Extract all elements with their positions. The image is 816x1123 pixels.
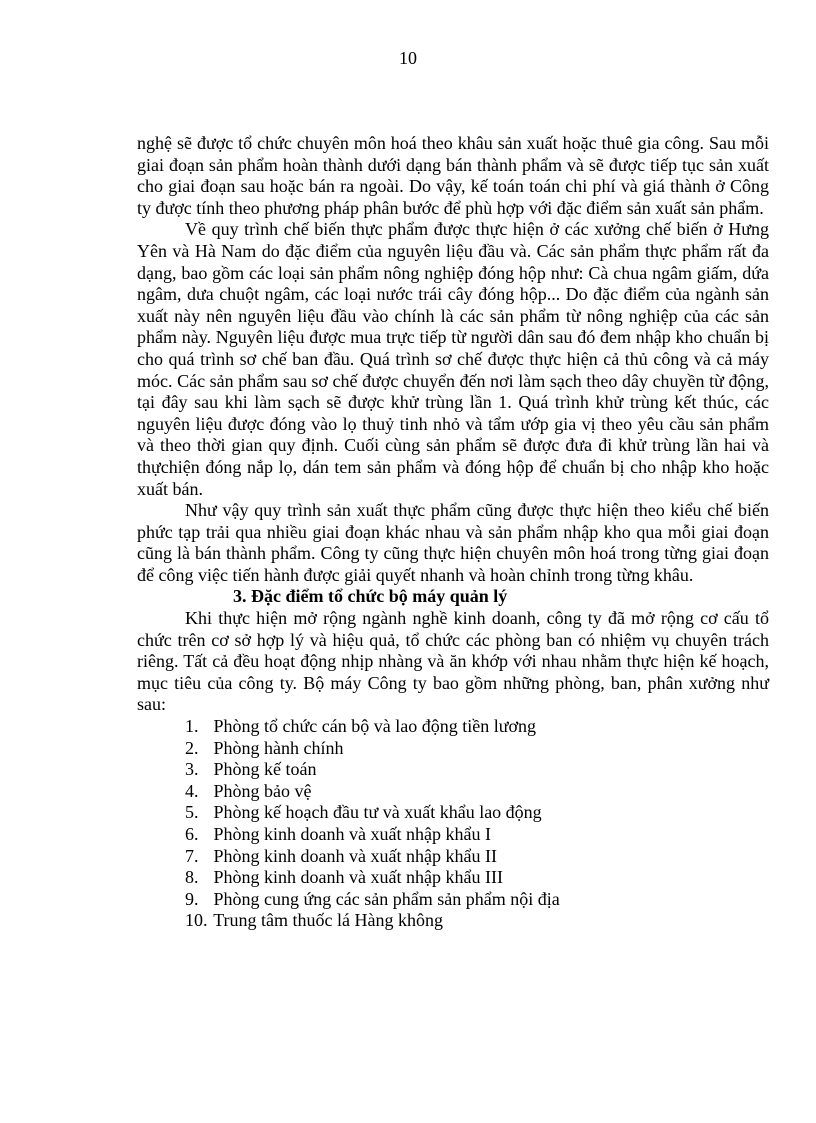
list-item-number: 4.	[185, 780, 199, 801]
paragraph-organization: Khi thực hiện mở rộng ngành nghề kinh doanh, công ty đã mở rộng cơ cấu tổ chức trên cơ sở hợp lý và hiệu quả, tổ chức các phòng ban có nhiệm vụ chuyên trách riêng. Tất cả đều hoạt động nhịp nhàng và ăn khớp với nhau nhằm thực hiện kế hoạch, mục tiêu của công ty. Bộ máy Công ty bao gồm những phòng, ban, phân xưởng như sau:	[137, 608, 769, 715]
list-item	[185, 867, 769, 889]
list-item	[185, 889, 769, 911]
list-item-label: Phòng tổ chức cán bộ và lao động tiền lương	[213, 716, 536, 737]
list-item-label: Phòng kế hoạch đầu tư và xuất khẩu lao động	[213, 802, 542, 823]
list-item-number: 10.	[185, 910, 208, 931]
department-list	[137, 716, 769, 932]
list-item-number: 6.	[185, 824, 199, 844]
list-item-number: 9.	[185, 888, 199, 909]
list-item-label: Phòng cung ứng các sản phẩm sản phẩm nội địa	[213, 888, 560, 909]
list-item-number: 7.	[185, 845, 199, 866]
paragraph-food-processing: Về quy trình chế biến thực phẩm được thực hiện ở các xưởng chế biến ở Hưng Yên và Hà Nam do đặc điểm của nguyên liệu đầu và. Các sản phẩm thực phẩm rất đa dạng, bao gồm các loại sản phẩm nông nghiệp đóng hộp như: Cà chua ngâm giấm, dứa ngâm, dưa chuột ngâm, các loại nước trái cây đóng hộp... Do đặc điểm của ngành sản xuất này nên nguyên liệu đầu vào chính là các sản phẩm từ nông nghiệp của các sản phẩm này. Nguyên liệu được mua trực tiếp từ người dân sau đó đem nhập kho chuẩn bị cho quá trình sơ chế ban đầu. Quá trình sơ chế được thực hiện cả thủ công và cả máy móc. Các sản phẩm sau sơ chế được chuyển đến nơi làm sạch theo dây chuyền từ động, tại đây sau khi làm sạch sẽ được khử trùng lần 1. Quá trình khử trùng kết thúc, các nguyên liệu được đóng vào lọ thuỷ tinh nhỏ và tẩm ướp gia vị theo yêu cầu sản phẩm và theo thời gian quy định. Cuối cùng sản phẩm sẽ được đưa đi khử trùng lần hai và thựchiện đóng nắp lọ, dán tem sản phẩm và đóng hộp để chuẩn bị cho nhập kho hoặc xuất bán.	[137, 219, 769, 499]
paragraph-production-stages: nghệ sẽ được tổ chức chuyên môn hoá theo khâu sản xuất hoặc thuê gia công. Sau mỗi giai đoạn sản phẩm hoàn thành dưới dạng bán thành phẩm và sẽ được tiếp tục sản xuất cho giai đoạn sau hoặc bán ra ngoài. Do vậy, kế toán toán chi phí và giá thành ở Công ty được tính theo phương pháp phân bước để phù hợp với đặc điểm sản xuất sản phẩm.	[137, 133, 769, 218]
list-item-number: 5.	[185, 802, 199, 823]
list-item-number: 1.	[185, 716, 199, 737]
list-item	[185, 781, 769, 803]
list-item-label: Phòng kinh doanh và xuất nhập khẩu III	[213, 867, 503, 888]
list-item	[185, 802, 769, 824]
document-body	[137, 133, 769, 932]
list-item	[185, 846, 769, 868]
list-item	[185, 738, 769, 760]
list-item-label: Phòng bảo vệ	[213, 780, 312, 801]
list-item-number: 2.	[185, 737, 199, 758]
list-item-label: Trung tâm thuốc lá Hàng không	[213, 910, 444, 931]
list-item-number: 3.	[185, 759, 199, 780]
section-heading: 3. Đặc điểm tổ chức bộ máy quản lý	[233, 586, 508, 607]
paragraph-specialization: Như vậy quy trình sản xuất thực phẩm cũng được thực hiện theo kiểu chế biến phức tạp trải qua nhiều giai đoạn khác nhau và sản phẩm nhập kho qua mỗi giai đoạn cũng là bán thành phẩm. Công ty cũng thực hiện chuyên môn hoá trong từng giai đoạn để công việc tiến hành được giải quyết nhanh và hoàn chỉnh trong từng khâu.	[137, 500, 769, 585]
list-item-label: Phòng kế toán	[213, 759, 317, 780]
page-number: 10	[399, 48, 417, 68]
list-item	[185, 716, 769, 738]
list-item-label: Phòng kinh doanh và xuất nhập khẩu II	[213, 845, 497, 866]
list-item	[185, 824, 769, 846]
list-item	[185, 759, 769, 781]
list-item	[185, 910, 769, 932]
list-item-label: Phòng hành chính	[213, 737, 344, 758]
list-item-label: Phòng kinh doanh và xuất nhập khẩu I	[213, 824, 491, 844]
list-item-number: 8.	[185, 867, 199, 888]
